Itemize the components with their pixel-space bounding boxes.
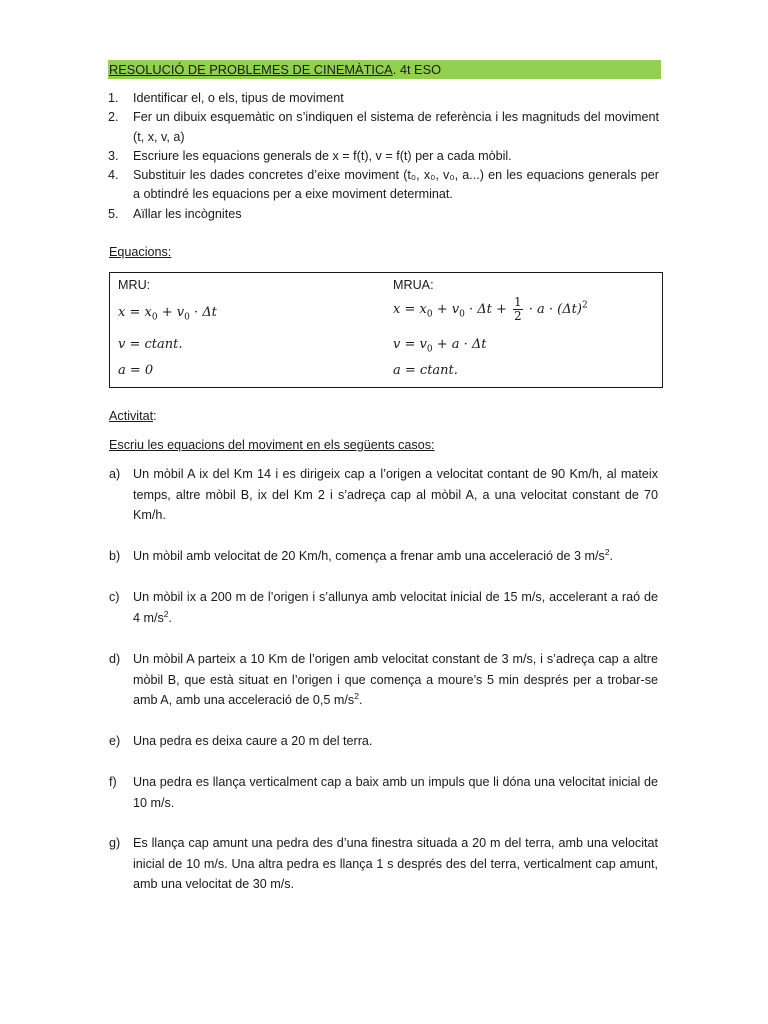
step-number: 4. — [108, 168, 119, 183]
step-number: 1. — [108, 91, 119, 105]
document-title — [108, 60, 661, 79]
mru-label: MRU: — [118, 278, 151, 292]
item-label: a) — [109, 467, 121, 481]
item-label: c) — [109, 590, 120, 604]
activity-item-a — [109, 464, 658, 526]
step-item — [108, 205, 659, 224]
step-text: Escriure les equacions generals de x = f(t), v = f(t) per a cada mòbil. — [133, 148, 512, 163]
item-text: Es llança cap amunt una pedra des d’una finestra situada a 20 m del terra, amb una velocitat inicial de 10 m/s. Una altra pedra es llança 1 s després des del terra, verticalment cap amunt, amb una velocitat de 30 m/s. — [133, 836, 658, 891]
item-label: e) — [109, 734, 121, 748]
mrua-label: MRUA: — [393, 278, 434, 292]
equations-heading: Equacions: — [109, 245, 172, 259]
item-text: Un mòbil ix a 200 m de l’origen i s’allunya amb velocitat inicial de 15 m/s, accelerant a raó de 4 $m/s^2$. — [133, 590, 658, 625]
mrua-acceleration-equation: a = ctant. — [393, 363, 458, 378]
activity-item-g — [109, 833, 658, 895]
title-main: RESOLUCIÓ DE PROBLEMES DE CINEMÀTICA — [109, 62, 393, 77]
item-text: Una pedra es llança verticalment cap a baix amb un impuls que li dóna una velocitat inicial de 10 m/s. — [133, 775, 658, 810]
item-label: d) — [109, 652, 121, 666]
step-text: Aïllar les incògnites — [133, 206, 242, 221]
item-label: f) — [109, 775, 117, 789]
mru-acceleration-equation: a = 0 — [118, 363, 154, 378]
title-suffix: . 4t ESO — [392, 62, 442, 77]
procedure-steps — [108, 89, 659, 224]
activity-item-f — [109, 772, 658, 813]
activity-item-b — [109, 546, 658, 567]
step-number: 2. — [108, 110, 119, 125]
step-item — [108, 89, 659, 108]
step-item — [108, 147, 659, 166]
step-item — [108, 108, 659, 147]
item-label: b) — [109, 549, 121, 563]
step-text: Identificar el, o els, tipus de moviment — [133, 91, 344, 105]
step-number: 3. — [108, 148, 119, 163]
activity-item-e — [109, 731, 658, 752]
activity-item-d — [109, 649, 658, 711]
item-text: Una pedra es deixa caure a 20 m del terra. — [133, 734, 373, 748]
step-text: Substituir les dades concretes d’eixe moviment (t₀, x₀, v₀, a...) en les equacions generals per a obtindré les equacions per a eixe moviment determinat. — [133, 168, 659, 202]
step-number: 5. — [108, 206, 119, 221]
equations-table — [109, 272, 663, 388]
activity-item-c — [109, 587, 658, 628]
mrua-position-equation: $x = x_0 + v_0 \cdot \Delta t$ + $\frac{1}{2}$ · $a \cdot (\Delta t)^2$ — [393, 295, 588, 323]
activity-heading: Activitat: — [109, 409, 157, 423]
item-text: Un mòbil A ix del Km 14 i es dirigeix cap a l’origen a velocitat contant de 90 Km/h, al mateix temps, altre mòbil B, ix del Km 2 i s’adreça cap al mòbil A, a una velocitat constant de 70 Km/h. — [133, 467, 658, 522]
step-item — [108, 166, 659, 205]
mru-velocity-equation: v = ctant. — [118, 337, 183, 352]
item-label: g) — [109, 836, 121, 850]
one-half-fraction: $\frac{1}{2}$ — [513, 295, 522, 323]
activity-instructions: Escriu les equacions del moviment en els següents casos: — [109, 438, 435, 452]
step-text: Fer un dibuix esquemàtic on s’indiquen el sistema de referència i les magnituds del moviment (t, x, v, a) — [133, 110, 659, 144]
mru-position-equation: $x = x_0 + v_0 \cdot \Delta t$ — [118, 305, 217, 323]
mrua-velocity-equation: $v = v_0 + a \cdot \Delta t$ — [393, 337, 487, 355]
item-text: Un mòbil A parteix a 10 Km de l’origen amb velocitat constant de 3 m/s, i s’adreça cap a altre mòbil B, que està situat en l’origen i que comença a moure’s 5 min després per a trobar-se amb A, amb una acceleració de 0,5 $m/s^2$. — [133, 652, 658, 707]
item-text: Un mòbil amb velocitat de 20 Km/h, comença a frenar amb una acceleració de 3 $m/s^2$. — [133, 546, 614, 563]
